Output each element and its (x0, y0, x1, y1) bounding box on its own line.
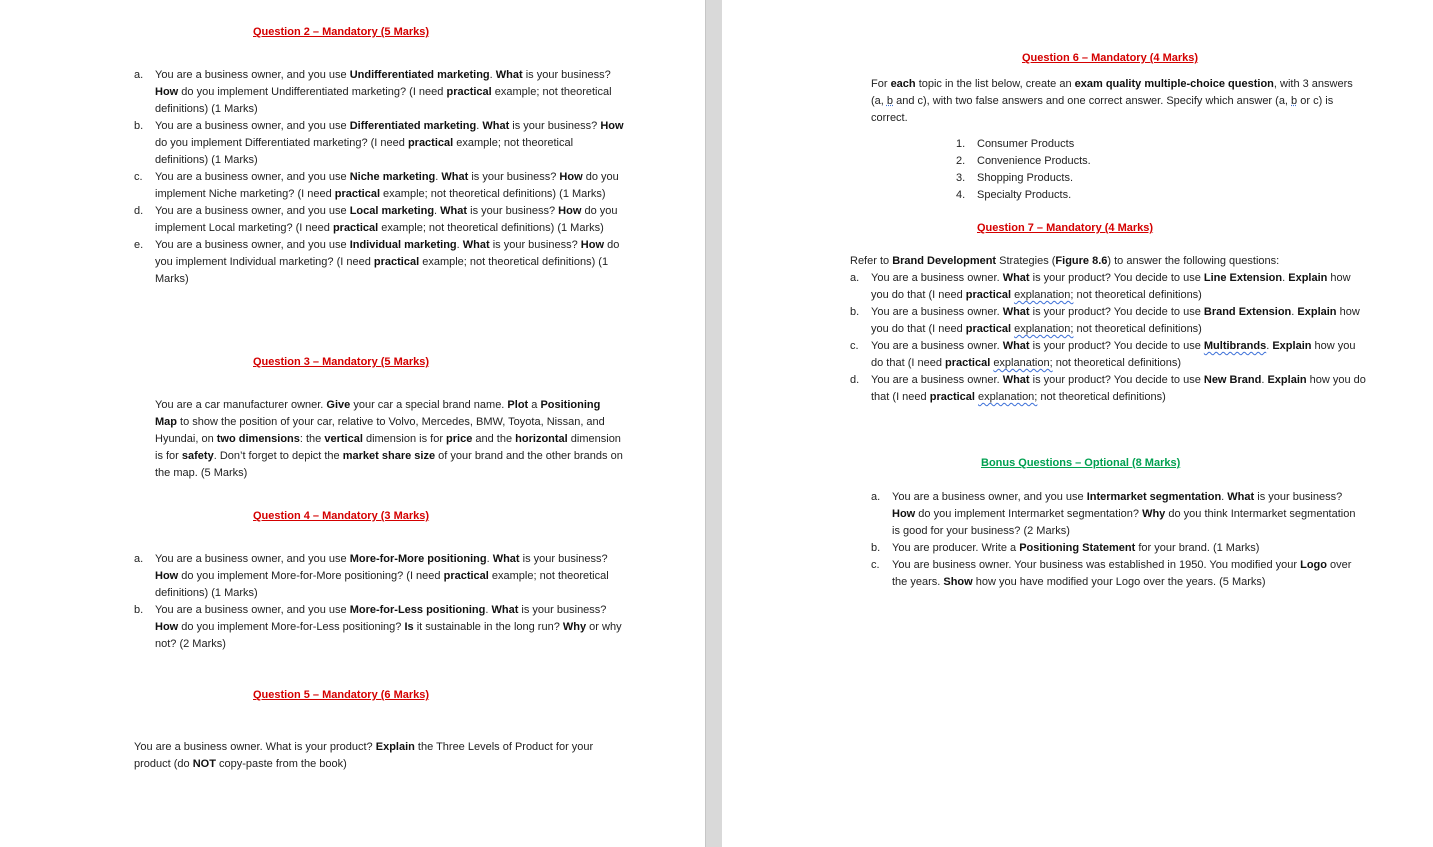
question-4-body (134, 551, 625, 653)
paragraph: For each topic in the list below, create an exam quality multiple-choice question, with 3 answers (a, b and c), with two false answers and one correct answer. Specify which answer (a, b or c) is correct. (871, 78, 1353, 124)
list-item: d. You are a business owner, and you use Local marketing. What is your business? How do you implement Local marketing? (I need practical example; not theoretical definitions) (1 Marks) (134, 205, 618, 234)
bonus-questions-heading: Bonus Questions – Optional (8 Marks) (981, 457, 1181, 469)
list-item: c. You are a business owner, and you use Niche marketing. What is your business? How do you implement Niche marketing? (I need practical example; not theoretical definitions) (1 Marks) (134, 171, 619, 200)
question-3-body (155, 397, 625, 482)
list-item: e. You are a business owner, and you use Individual marketing. What is your business? How do you implement Individual marketing? (I need practical example; not theoretical definitions) (1 Marks) (134, 239, 620, 285)
question-2-heading: Question 2 – Mandatory (5 Marks) (253, 26, 430, 38)
question-7-intro (850, 253, 1370, 270)
question-5-body (134, 739, 614, 773)
question-4-heading: Question 4 – Mandatory (3 Marks) (253, 510, 430, 522)
bonus-questions-body (871, 489, 1362, 591)
list-item: c. You are business owner. Your business was established in 1950. You modified your Logo over the years. Show how you have modified your Logo over the years. (5 Marks) (871, 559, 1352, 588)
list-item: b. You are producer. Write a Positioning Statement for your brand. (1 Marks) (871, 542, 1260, 554)
list-item: a. You are a business owner. What is your product? You decide to use Line Extension. Explain how you do that (I need practical explanation; not theoretical definitions) (850, 272, 1351, 301)
document-page-left (0, 0, 705, 847)
question-7-body (850, 270, 1366, 406)
list-item: a. You are a business owner, and you use Undifferentiated marketing. What is your business? How do you implement Undifferentiated marketing? (I need practical example; not theoretical definitions) (1 Marks) (134, 69, 612, 115)
question-3-heading: Question 3 – Mandatory (5 Marks) (253, 356, 430, 368)
paragraph: You are a business owner. What is your product? Explain the Three Levels of Product for your product (do NOT copy-paste from the book) (134, 741, 594, 770)
list-item: b. You are a business owner. What is your product? You decide to use Brand Extension. Explain how you do that (I need practical explanation; not theoretical definitions) (850, 306, 1360, 335)
document-page-right (722, 0, 1433, 847)
question-7-heading: Question 7 – Mandatory (4 Marks) (977, 222, 1154, 234)
list-item: d. You are a business owner. What is your product? You decide to use New Brand. Explain how you do that (I need practical explanation; not theoretical definitions) (850, 374, 1366, 403)
question-6-heading: Question 6 – Mandatory (4 Marks) (1022, 52, 1199, 64)
paragraph: Refer to Brand Development Strategies (Figure 8.6) to answer the following questions: (850, 255, 1280, 267)
list-item: c. You are a business owner. What is your product? You decide to use Multibrands. Explain how you do that (I need practical explanation; not theoretical definitions) (850, 340, 1356, 369)
question-6-intro (871, 76, 1361, 127)
question-6-topics (956, 136, 1227, 204)
list-item: b. You are a business owner, and you use More-for-Less positioning. What is your business? How do you implement More-for-Less positioning? Is it sustainable in the long run? Why or why not? (2 Marks) (134, 604, 622, 650)
list-item: a. You are a business owner, and you use More-for-More positioning. What is your business? How do you implement More-for-More positioning? (I need practical example; not theoretical definitions) (1 Marks) (134, 553, 609, 599)
list-item: a. You are a business owner, and you use Intermarket segmentation. What is your business? How do you implement Intermarket segmentation? Why do you think Intermarket segmentation is good for your business? (2 Marks) (871, 491, 1356, 537)
list-item: 4. Specialty Products. (956, 189, 1072, 201)
question-5-heading: Question 5 – Mandatory (6 Marks) (253, 689, 430, 701)
list-item: 3. Shopping Products. (956, 172, 1074, 184)
question-2-body (134, 67, 625, 288)
list-item: 1. Consumer Products (956, 138, 1075, 150)
list-item: 2. Convenience Products. (956, 155, 1091, 167)
list-item: b. You are a business owner, and you use Differentiated marketing. What is your business? How do you implement Differentiated marketing? (I need practical example; not theoretical definitions) (1 Marks) (134, 120, 624, 166)
paragraph: You are a car manufacturer owner. Give your car a special brand name. Plot a Positioning Map to show the position of your car, relative to Volvo, Mercedes, BMW, Toyota, Nissan, and Hyundai, on two dimensions: the vertical dimension is for price and the horizontal dimension is for safety. Don’t forget to depict the market share size of your brand and the other brands on the map. (5 Marks) (155, 399, 623, 479)
